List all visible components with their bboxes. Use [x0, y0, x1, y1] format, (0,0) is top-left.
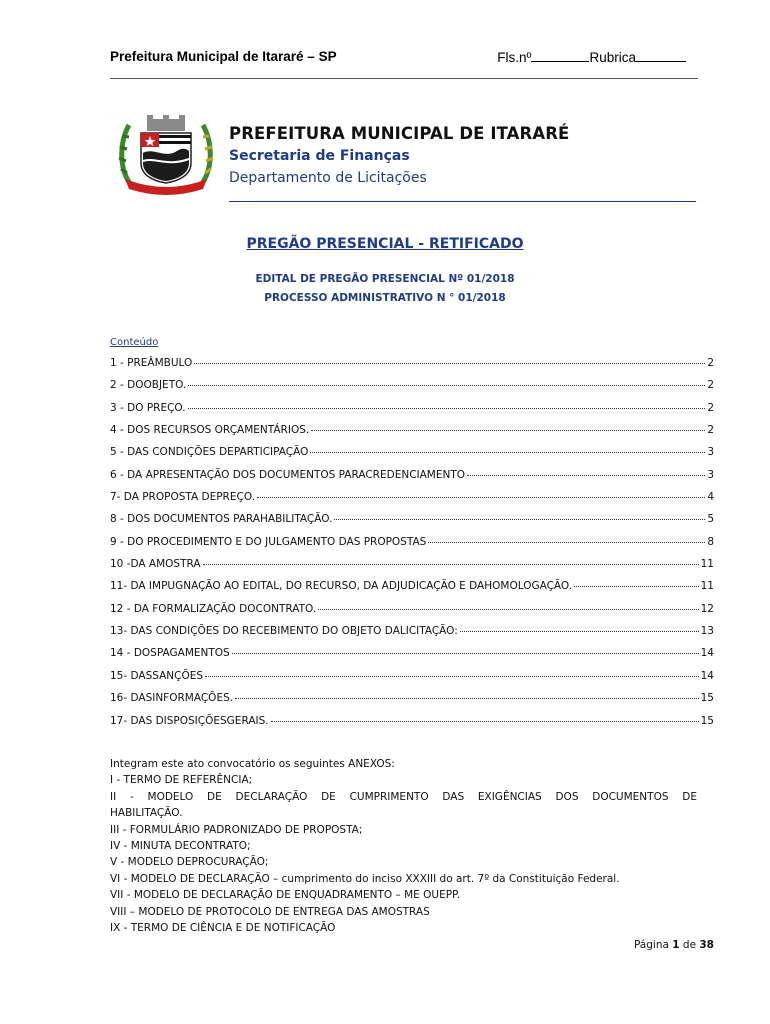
toc-entry-page: 3: [707, 446, 714, 459]
toc-entry[interactable]: [110, 379, 714, 401]
toc-entry-title: 8 - DOS DOCUMENTOS PARAHABILITAÇÃO.: [110, 513, 333, 526]
toc-entry-title: 7- DA PROPOSTA DEPREÇO.: [110, 491, 255, 504]
rubrica-label: Rubrica: [589, 50, 636, 65]
toc-leader-dots: [235, 698, 699, 699]
toc-entry[interactable]: [110, 670, 714, 692]
toc-entry-title: 17- DAS DISPOSIÇÕESGERAIS.: [110, 714, 269, 727]
toc-entry[interactable]: [110, 446, 714, 468]
toc-entry-page: 14: [700, 647, 714, 660]
org-title: PREFEITURA MUNICIPAL DE ITARARÉ: [229, 124, 570, 143]
toc-leader-dots: [203, 564, 699, 565]
annex-item-continuation: HABILITAÇÃO.: [110, 807, 183, 820]
toc-leader-dots: [205, 676, 699, 677]
toc-entry-page: 14: [700, 669, 714, 682]
toc-entry-title: 13- DAS CONDIÇÕES DO RECEBIMENTO DO OBJETO DALICITAÇÃO:: [110, 625, 458, 638]
toc-entry-title: 6 - DA APRESENTAÇÃO DOS DOCUMENTOS PARACREDENCIAMENTO: [110, 468, 466, 481]
org-secretaria: Secretaria de Finanças: [229, 148, 410, 164]
of-label: de: [682, 939, 697, 951]
toc-entry[interactable]: [110, 491, 714, 513]
toc-entry-title: 10 -DA AMOSTRA: [110, 558, 201, 571]
toc-entry-page: 11: [700, 558, 714, 571]
org-departamento: Departamento de Licitações: [229, 170, 427, 186]
toc-entry-page: 11: [700, 580, 714, 593]
page-footer: [634, 939, 714, 951]
annex-item: III - FORMULÁRIO PADRONIZADO DE PROPOSTA;: [110, 823, 363, 836]
org-divider: [229, 201, 696, 202]
toc-entry[interactable]: [110, 625, 714, 647]
annex-item: V - MODELO DEPROCURAÇÃO;: [110, 856, 269, 869]
processo-number: PROCESSO ADMINISTRATIVO N ° 01/2018: [264, 292, 506, 304]
header-fls-rubrica: [497, 49, 686, 65]
toc-entry-page: 2: [707, 379, 714, 392]
toc-entry-page: 5: [707, 513, 714, 526]
toc-leader-dots: [428, 542, 705, 543]
page-header: [110, 49, 698, 67]
toc-entry-title: 2 - DOOBJETO.: [110, 379, 187, 392]
annexes-intro: Integram este ato convocatório os seguintes ANEXOS:: [110, 758, 395, 770]
toc-entry-page: 12: [700, 602, 714, 615]
toc-entry-page: 15: [700, 692, 714, 705]
toc-entry-title: 3 - DO PREÇO.: [110, 401, 186, 414]
toc-leader-dots: [574, 586, 699, 587]
fls-label: Fls.nº: [497, 50, 532, 65]
fls-blank: [531, 49, 589, 62]
toc-entry-title: 16- DASINFORMAÇÕES.: [110, 692, 234, 705]
toc-entry-page: 13: [700, 625, 714, 638]
toc-entry-page: 2: [707, 424, 714, 437]
toc-entry[interactable]: [110, 603, 714, 625]
toc-heading[interactable]: Conteúdo: [110, 337, 159, 348]
toc-leader-dots: [311, 430, 705, 431]
toc-entry[interactable]: [110, 513, 714, 535]
toc-leader-dots: [310, 452, 705, 453]
rubrica-blank: [636, 49, 686, 62]
toc-entry-title: 14 - DOSPAGAMENTOS: [110, 647, 230, 660]
toc-entry-page: 2: [707, 357, 714, 369]
toc-entry[interactable]: [110, 715, 714, 737]
toc-entry-title: 5 - DAS CONDIÇÕES DEPARTICIPAÇÃO: [110, 446, 309, 459]
page-number: 1: [672, 939, 680, 951]
toc-entry-title: 9 - DO PROCEDIMENTO E DO JULGAMENTO DAS PROPOSTAS: [110, 535, 427, 548]
toc-entry-title: 11- DA IMPUGNAÇÃO AO EDITAL, DO RECURSO, DA ADJUDICAÇÃO E DAHOMOLOGAÇÃO.: [110, 580, 573, 593]
toc-leader-dots: [194, 363, 705, 364]
annex-item: VII - MODELO DE DECLARAÇÃO DE ENQUADRAMENTO – ME OUEPP.: [110, 889, 461, 902]
annexes-list: [110, 756, 697, 936]
municipal-crest-logo: [117, 113, 215, 195]
toc-entry[interactable]: [110, 647, 714, 669]
toc-entry-page: 4: [707, 491, 714, 504]
toc-leader-dots: [467, 475, 705, 476]
toc-entry-title: 12 - DA FORMALIZAÇÃO DOCONTRATO.: [110, 602, 317, 615]
toc-leader-dots: [232, 653, 699, 654]
annex-item: VI - MODELO DE DECLARAÇÃO – cumprimento do inciso XXXIII do art. 7º da Constituição Federal.: [110, 872, 620, 885]
annex-item: II - MODELO DE DECLARAÇÃO DE CUMPRIMENTO DAS EXIGÊNCIAS DOS DOCUMENTOS DE: [110, 790, 697, 803]
annex-item: IX - TERMO DE CIÊNCIA E DE NOTIFICAÇÃO: [110, 922, 336, 935]
toc-leader-dots: [318, 609, 698, 610]
annex-item: VIII – MODELO DE PROTOCOLO DE ENTREGA DAS AMOSTRAS: [110, 905, 430, 918]
toc-entry[interactable]: [110, 536, 714, 558]
toc-entry-title: 4 - DOS RECURSOS ORÇAMENTÁRIOS.: [110, 424, 310, 437]
page-label: Página: [633, 939, 669, 951]
annex-item: I - TERMO DE REFERÊNCIA;: [110, 774, 253, 787]
document-title: PREGÃO PRESENCIAL - RETIFICADO: [246, 236, 524, 252]
toc-entry-title: 1 - PREÂMBULO: [110, 357, 193, 369]
header-divider: [110, 78, 698, 79]
toc-entry-page: 2: [707, 401, 714, 414]
annex-item: IV - MINUTA DECONTRATO;: [110, 840, 251, 853]
total-pages: 38: [699, 939, 714, 951]
toc-entry-page: 15: [700, 714, 714, 727]
toc-entry-page: 3: [707, 468, 714, 481]
toc-entry[interactable]: [110, 692, 714, 714]
toc-entry[interactable]: [110, 469, 714, 491]
edital-number: EDITAL DE PREGÃO PRESENCIAL Nº 01/2018: [255, 273, 515, 285]
table-of-contents: [110, 357, 714, 737]
header-municipality: Prefeitura Municipal de Itararé – SP: [110, 49, 337, 64]
toc-leader-dots: [334, 519, 705, 520]
toc-leader-dots: [257, 497, 705, 498]
toc-entry[interactable]: [110, 357, 714, 379]
toc-entry[interactable]: [110, 580, 714, 602]
toc-entry[interactable]: [110, 424, 714, 446]
toc-entry[interactable]: [110, 558, 714, 580]
toc-entry-title: 15- DASSANÇÕES: [110, 669, 204, 682]
toc-leader-dots: [188, 408, 706, 409]
toc-entry-page: 8: [707, 535, 714, 548]
toc-leader-dots: [271, 721, 699, 722]
toc-leader-dots: [188, 385, 705, 386]
toc-leader-dots: [460, 631, 699, 632]
toc-entry[interactable]: [110, 402, 714, 424]
